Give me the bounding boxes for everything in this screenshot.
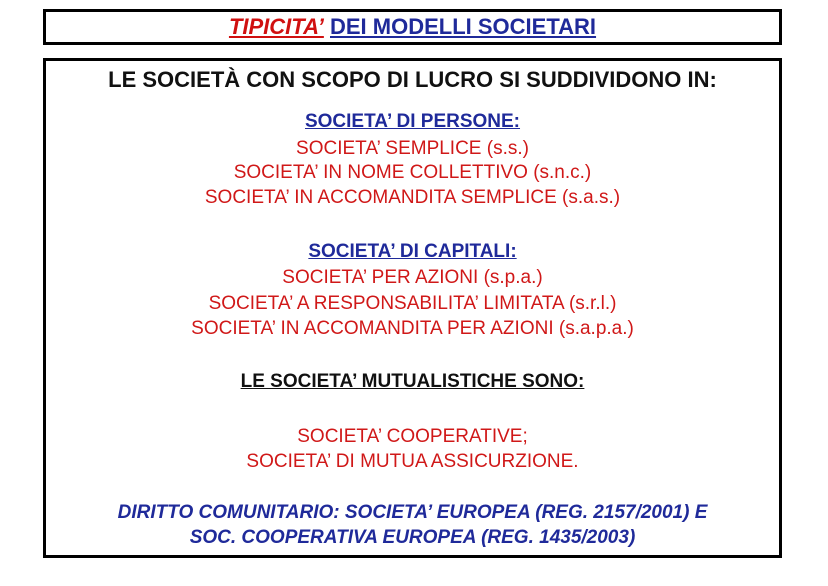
title-text: DEI MODELLI SOCIETARI — [330, 14, 597, 39]
list-item: SOCIETA’ COOPERATIVE; — [297, 426, 528, 447]
heading-societa-di-capitali: SOCIETA’ DI CAPITALI: — [308, 241, 517, 262]
title-box — [43, 9, 782, 45]
list-item: SOCIETA’ IN ACCOMANDITA PER AZIONI (s.a.p.a.) — [191, 318, 634, 339]
title-accent: TIPICITA’ — [228, 14, 324, 39]
heading-societa-mutualistiche: LE SOCIETA’ MUTUALISTICHE SONO: — [240, 371, 585, 392]
content-box — [43, 58, 782, 558]
list-item: SOCIETA’ IN NOME COLLETTIVO (s.n.c.) — [233, 162, 592, 183]
list-item: SOCIETA’ PER AZIONI (s.p.a.) — [282, 267, 543, 288]
list-item: SOCIETA’ DI MUTUA ASSICURZIONE. — [246, 451, 579, 472]
list-item: SOCIETA’ IN ACCOMANDITA SEMPLICE (s.a.s.) — [204, 187, 621, 208]
list-item: SOCIETA’ A RESPONSABILITA’ LIMITATA (s.r.l.) — [208, 293, 617, 314]
intro-heading: LE SOCIETÀ CON SCOPO DI LUCRO SI SUDDIVIDONO IN: — [108, 67, 717, 92]
footer-line-1: DIRITTO COMUNITARIO: SOCIETA’ EUROPEA (REG. 2157/2001) E — [117, 502, 708, 523]
list-item: SOCIETA’ SEMPLICE (s.s.) — [296, 138, 529, 159]
heading-societa-di-persone: SOCIETA’ DI PERSONE: — [304, 111, 521, 132]
footer-line-2: SOC. COOPERATIVA EUROPEA (REG. 1435/2003) — [189, 527, 636, 548]
